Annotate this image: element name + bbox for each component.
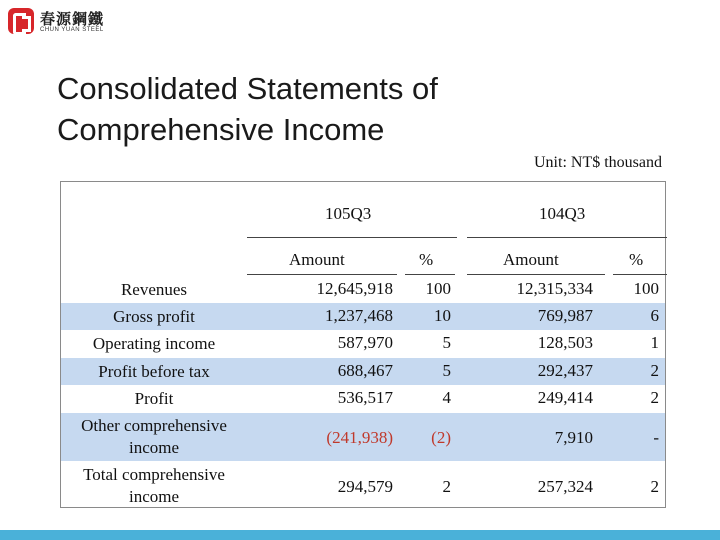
table-row bbox=[61, 388, 665, 410]
slide-title bbox=[57, 68, 438, 150]
row-label bbox=[61, 415, 247, 459]
pct-105: 100 bbox=[425, 279, 451, 298]
pct-104: 1 bbox=[650, 333, 659, 352]
amount-104: 128,503 bbox=[537, 333, 593, 352]
hdr-rule-pct-104 bbox=[613, 274, 667, 275]
col-header-amount-104: Amount bbox=[503, 250, 559, 269]
hdr-rule-amount-105 bbox=[247, 274, 397, 275]
period-header-104q3: 104Q3 bbox=[539, 204, 586, 223]
row-label-line-2: income bbox=[128, 438, 180, 457]
pct-104: 6 bbox=[650, 306, 659, 325]
hdr-rule-pct-105 bbox=[405, 274, 455, 275]
table-row bbox=[61, 361, 665, 383]
row-label-line-2: income bbox=[128, 487, 180, 506]
pct-105: 5 bbox=[442, 361, 451, 380]
amount-105: (241,938) bbox=[326, 428, 393, 447]
col-header-pct-104: % bbox=[629, 250, 644, 269]
logo-name-en: CHUN YUAN STEEL bbox=[40, 27, 104, 33]
unit-label: Unit: NT$ thousand bbox=[534, 154, 662, 171]
table-row bbox=[61, 279, 665, 301]
pct-105: 10 bbox=[434, 306, 451, 325]
table-row bbox=[61, 415, 665, 461]
col-header-amount-105: Amount bbox=[289, 250, 345, 269]
table-row bbox=[61, 333, 665, 355]
amount-105: 12,645,918 bbox=[316, 279, 393, 298]
row-label: Profit before tax bbox=[98, 362, 210, 381]
row-label-line-1: Other comprehensive bbox=[81, 416, 227, 435]
row-label: Operating income bbox=[92, 334, 216, 353]
amount-105: 536,517 bbox=[337, 388, 393, 407]
amount-104: 249,414 bbox=[537, 388, 593, 407]
row-label: Revenues bbox=[120, 280, 188, 299]
amount-104: 257,324 bbox=[537, 477, 593, 496]
logo-mark-icon bbox=[8, 8, 34, 34]
table-row bbox=[61, 306, 665, 328]
row-label: Profit bbox=[134, 389, 174, 408]
amount-105: 1,237,468 bbox=[325, 306, 393, 325]
footer-bar bbox=[0, 530, 720, 540]
pct-105: 4 bbox=[442, 388, 451, 407]
row-label bbox=[61, 464, 247, 508]
pct-105: (2) bbox=[431, 428, 451, 447]
hdr-rule-amount-104 bbox=[467, 274, 605, 275]
logo-name-cn: 春源鋼鐵 bbox=[40, 10, 105, 28]
income-table bbox=[60, 181, 666, 508]
row-label-line-1: Total comprehensive bbox=[83, 465, 225, 484]
pct-105: 5 bbox=[442, 333, 451, 352]
table-row bbox=[61, 464, 665, 510]
title-line-1: Consolidated Statements of bbox=[57, 71, 438, 106]
amount-104: 769,987 bbox=[537, 306, 593, 325]
period-header-105q3: 105Q3 bbox=[325, 204, 372, 223]
period-rule-104q3 bbox=[467, 237, 667, 238]
amount-104: 292,437 bbox=[537, 361, 593, 380]
col-header-pct-105: % bbox=[419, 250, 434, 269]
title-line-2: Comprehensive Income bbox=[57, 112, 385, 147]
amount-105: 587,970 bbox=[337, 333, 393, 352]
pct-104: 100 bbox=[633, 279, 659, 298]
amount-105: 294,579 bbox=[337, 477, 393, 496]
pct-105: 2 bbox=[442, 477, 451, 496]
amount-104: 12,315,334 bbox=[516, 279, 593, 298]
company-logo bbox=[8, 6, 118, 36]
amount-105: 688,467 bbox=[337, 361, 393, 380]
pct-104: - bbox=[653, 428, 659, 447]
period-rule-105q3 bbox=[247, 237, 457, 238]
pct-104: 2 bbox=[650, 477, 659, 496]
row-label: Gross profit bbox=[113, 307, 195, 326]
amount-104: 7,910 bbox=[554, 428, 593, 447]
pct-104: 2 bbox=[650, 388, 659, 407]
pct-104: 2 bbox=[650, 361, 659, 380]
